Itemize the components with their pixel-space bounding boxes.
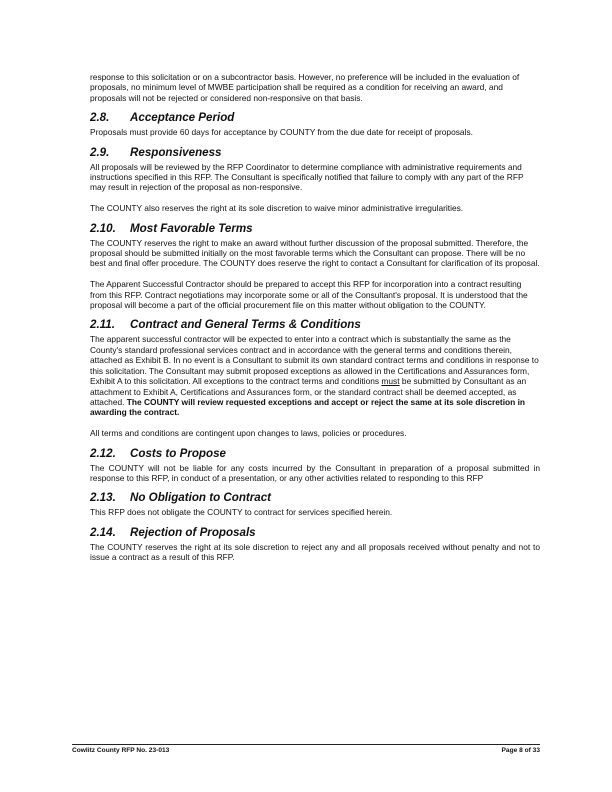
section-heading: 2.11. Contract and General Terms & Conditions	[90, 318, 361, 332]
section-2-14	[90, 526, 540, 563]
section-2-8	[90, 111, 540, 137]
section-2-12	[90, 447, 540, 484]
page-footer	[72, 744, 540, 754]
section-paragraph: The COUNTY reserves the right to make an award without further discussion of the proposal submitted. Therefore, the proposal should be submitted initially on the most favorable terms which the Consultant can propose. There will be no best and final offer procedure. The COUNTY does reserve the right to contact a Consultant for clarification of its proposal.	[90, 237, 540, 269]
footer-rfp-number: Cowlitz County RFP No. 23-013	[72, 747, 170, 754]
footer-page-number: Page 8 of 33	[501, 747, 540, 754]
section-heading: 2.10. Most Favorable Terms	[90, 221, 253, 235]
section-heading: 2.13. No Obligation to Contract	[90, 491, 272, 505]
bold-sentence: The COUNTY will review requested exceptions and accept or reject the same at its sole discretion in awarding the contract.	[90, 396, 526, 418]
section-2-11	[90, 318, 540, 438]
section-paragraph: All proposals will be reviewed by the RFP Coordinator to determine compliance with administrative requirements and instructions specified in this RFP. The Consultant is specifically notified that failure to comply with any part of the RFP may result in rejection of the proposal as non-responsive.	[90, 161, 524, 193]
section-paragraph: The Apparent Successful Contractor should be prepared to accept this RFP for incorporation into a contract resulting from this RFP. Contract negotiations may incorporate some or all of the Consultant's proposal. It is understood that the proposal will become a part of the official procurement file on this matter without obligation to the COUNTY.	[90, 279, 528, 311]
section-paragraph: The COUNTY will not be liable for any costs incurred by the Consultant in preparation of a proposal submitted in response to this RFP, in conduct of a presentation, or any other activities related to responding to this RFP	[90, 462, 540, 483]
underlined-word: must	[381, 376, 400, 387]
section-heading: 2.12. Costs to Propose	[90, 446, 226, 460]
section-paragraph: The COUNTY reserves the right at its sole discretion to reject any and all proposals received without penalty and not to issue a contract as a result of this RFP.	[90, 541, 540, 563]
section-paragraph: All terms and conditions are contingent upon changes to laws, policies or procedures.	[90, 428, 407, 439]
document-page	[90, 72, 540, 563]
section-heading: 2.14. Rejection of Proposals	[90, 525, 256, 539]
section-2-10	[90, 222, 540, 311]
section-heading: 2.9. Responsiveness	[90, 145, 222, 159]
section-paragraph: Proposals must provide 60 days for acceptance by COUNTY from the due date for receipt of proposals.	[90, 127, 473, 138]
section-heading: 2.8. Acceptance Period	[90, 111, 235, 125]
section-paragraph: This RFP does not obligate the COUNTY to contract for services specified herein.	[90, 507, 393, 518]
intro-paragraph: response to this solicitation or on a subcontractor basis. However, no preference will be included in the evaluation of proposals, no minimum level of MWBE participation shall be required as a condition for receiving an award, and proposals will not be rejected or considered non-responsive on that basis.	[90, 72, 520, 103]
section-paragraph: The apparent successful contractor will be expected to enter into a contract which is substantially the same as the County's standard professional services contract and in accordance with the general terms and conditions therein, attached as Exhibit B. In no event is a Consultant to submit its own standard contract terms and conditions in response to this solicitation. The Consultant may submit proposed exceptions as allowed in the Certifications and Assurances form, Exhibit A to this solicitation. All exceptions to the contract terms and conditions must be submitted by Consultant as an attachment to Exhibit A, Certifications and Assurances form, or the standard contract shall be deemed accepted, as attached. The COUNTY will review requested exceptions and accept or reject the same at its sole discretion in awarding the contract.	[90, 334, 539, 418]
section-2-9	[90, 146, 540, 214]
section-paragraph: The COUNTY also reserves the right at its sole discretion to waive minor administrative irregularities.	[90, 203, 464, 214]
section-2-13	[90, 491, 540, 517]
